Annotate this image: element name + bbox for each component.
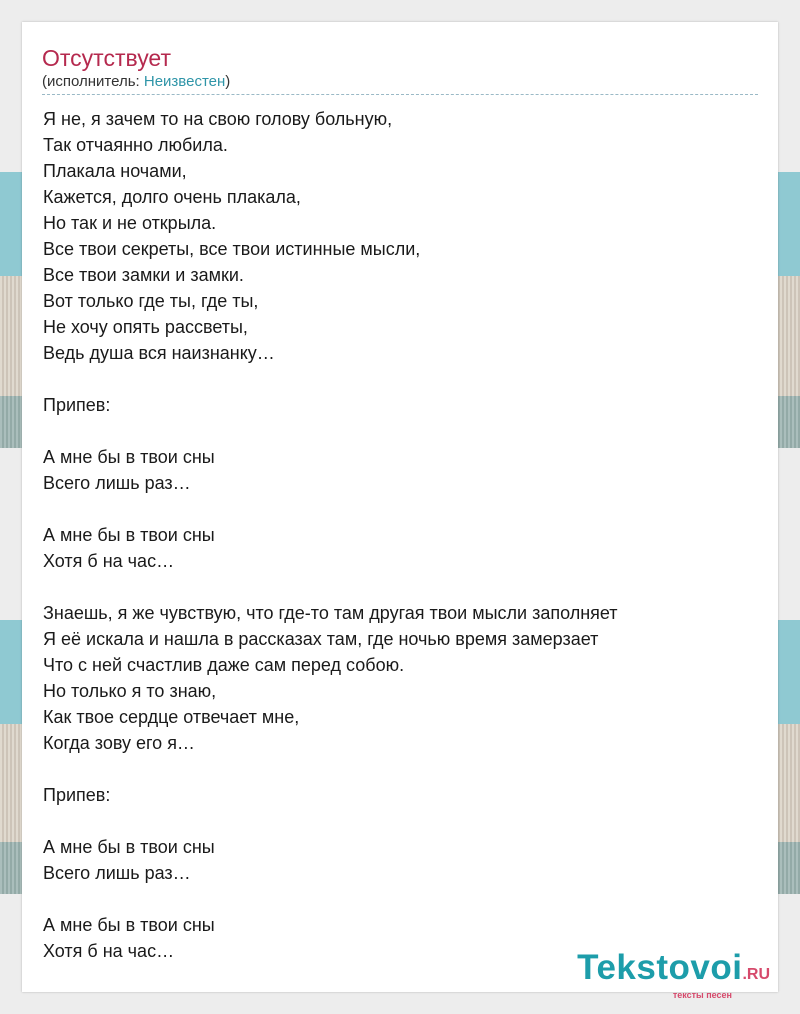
lyrics-line: Всего лишь раз…: [43, 863, 191, 883]
lyrics-blank-line: [43, 808, 763, 834]
lyrics-line: Хотя б на час…: [43, 551, 175, 571]
artist-link[interactable]: Неизвестен: [143, 73, 226, 90]
lyrics-line: Вот только где ты, где ты,: [43, 291, 259, 311]
lyrics-line: Всего лишь раз…: [43, 473, 191, 493]
lyrics-line: Но так и не открыла.: [43, 213, 217, 233]
logo-tagline: тексты песен: [672, 990, 732, 1000]
lyrics-blank-line: [43, 756, 763, 782]
lyrics-line: Знаешь, я же чувствую, что где-то там другая твои мысли заполняет: [43, 603, 618, 623]
logo-tld: .RU: [742, 966, 770, 983]
lyrics-blank-line: [43, 366, 763, 392]
performer-prefix: (исполнитель:: [42, 73, 144, 90]
lyrics-line: Припев:: [43, 785, 111, 805]
lyrics-line: Все твои секреты, все твои истинные мысли,: [43, 239, 421, 259]
lyrics-line: Припев:: [43, 395, 111, 415]
performer-suffix: ): [225, 73, 231, 90]
lyrics-line: Как твое сердце отвечает мне,: [43, 707, 300, 727]
lyrics-line: Что с ней счастлив даже сам перед собою.: [43, 655, 405, 675]
song-title: Отсутствует: [42, 45, 171, 71]
lyrics-card: [22, 22, 778, 1000]
lyrics-line: Я её искала и нашла в рассказах там, где ночью время замерзает: [43, 629, 599, 649]
lyrics-line: Плакала ночами,: [43, 161, 187, 181]
performer-line: [42, 73, 230, 91]
lyrics-line: Кажется, долго очень плакала,: [43, 187, 301, 207]
logo-wordmark: [577, 950, 770, 993]
lyrics-line: Я не, я зачем то на свою голову больную,: [43, 109, 393, 129]
lyrics-line: А мне бы в твои сны: [43, 525, 215, 545]
dashed-divider: [42, 94, 758, 95]
logo-name: Tekstovoi: [577, 948, 743, 987]
lyrics-line: А мне бы в твои сны: [43, 447, 215, 467]
lyrics-blank-line: [43, 496, 763, 522]
lyrics-text: [43, 106, 763, 964]
site-logo[interactable]: [577, 950, 770, 1000]
lyrics-line: Когда зову его я…: [43, 733, 195, 753]
lyrics-line: Но только я то знаю,: [43, 681, 217, 701]
lyrics-blank-line: [43, 418, 763, 444]
lyrics-line: Все твои замки и замки.: [43, 265, 244, 285]
lyrics-line: Так отчаянно любила.: [43, 135, 228, 155]
lyrics-line: Хотя б на час…: [43, 941, 175, 961]
lyrics-blank-line: [43, 886, 763, 912]
lyrics-blank-line: [43, 574, 763, 600]
lyrics-line: Ведь душа вся наизнанку…: [43, 343, 275, 363]
lyrics-line: А мне бы в твои сны: [43, 915, 215, 935]
lyrics-line: Не хочу опять рассветы,: [43, 317, 248, 337]
lyrics-line: А мне бы в твои сны: [43, 837, 215, 857]
